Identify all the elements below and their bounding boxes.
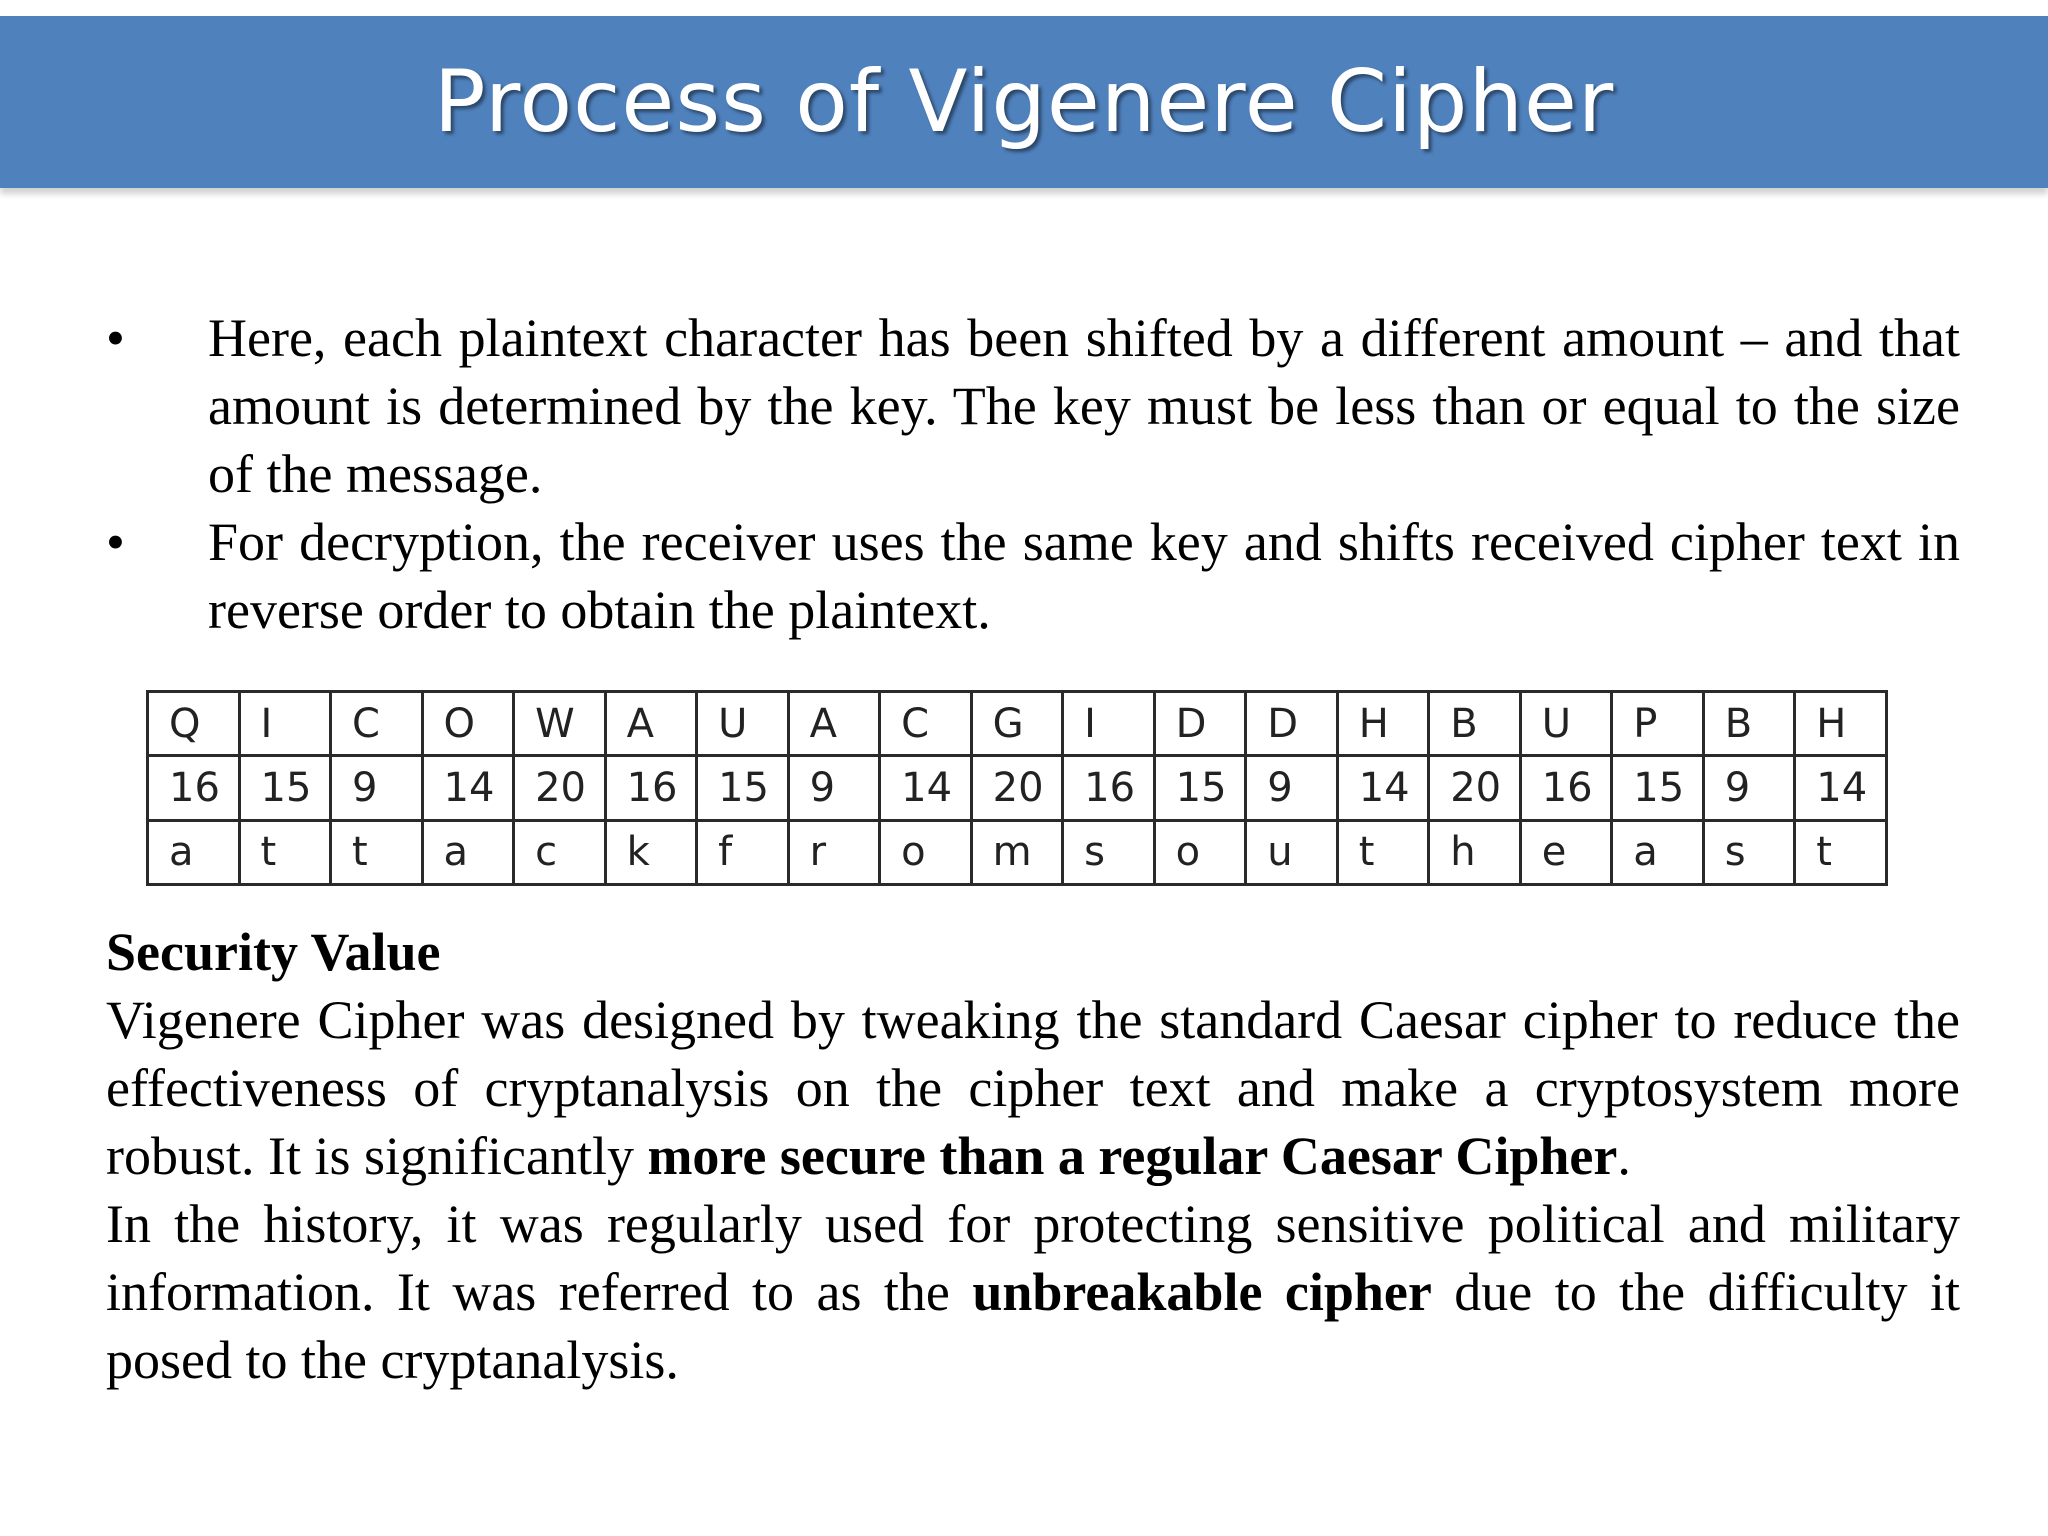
- shift-value-cell: 14: [1337, 756, 1429, 820]
- bullet-item: [106, 508, 1960, 644]
- security-p1-end: .: [1617, 1126, 1631, 1186]
- cipher-letter-cell: I: [1063, 692, 1155, 756]
- plain-letter-cell: f: [697, 820, 789, 884]
- shift-value-cell: 20: [971, 756, 1063, 820]
- plain-letter-cell: k: [605, 820, 697, 884]
- shift-value-cell: 15: [239, 756, 331, 820]
- plain-letter-cell: t: [1337, 820, 1429, 884]
- security-section: [106, 918, 1960, 1394]
- plain-letter-cell: m: [971, 820, 1063, 884]
- cipher-letter-cell: G: [971, 692, 1063, 756]
- shift-value-cell: 9: [1703, 756, 1795, 820]
- shift-value-cell: 20: [514, 756, 606, 820]
- shift-row: [148, 756, 1887, 820]
- shift-value-cell: 9: [788, 756, 880, 820]
- slide-title: Process of Vigenere Cipher: [433, 52, 1615, 152]
- plain-letter-cell: a: [1612, 820, 1704, 884]
- cipher-letter-cell: D: [1246, 692, 1338, 756]
- plain-letter-cell: t: [331, 820, 423, 884]
- cipher-letter-cell: U: [1520, 692, 1612, 756]
- bullet-text: Here, each plaintext character has been shifted by a different amount – and that amount is determined by the key. The key must be less than or equal to the size of the message.: [208, 308, 1960, 504]
- shift-value-cell: 15: [1154, 756, 1246, 820]
- cipher-table: [146, 690, 1888, 886]
- cipher-letter-cell: A: [605, 692, 697, 756]
- bullet-dot: •: [106, 512, 125, 572]
- cipher-letter-cell: C: [331, 692, 423, 756]
- security-p2-bold: unbreakable cipher: [972, 1262, 1432, 1322]
- cipher-letter-cell: H: [1795, 692, 1887, 756]
- bullet-list: [106, 304, 1960, 644]
- cipher-letter-cell: B: [1703, 692, 1795, 756]
- shift-value-cell: 20: [1429, 756, 1521, 820]
- shift-value-cell: 15: [697, 756, 789, 820]
- cipher-letter-cell: I: [239, 692, 331, 756]
- plain-letter-cell: r: [788, 820, 880, 884]
- plain-letter-cell: c: [514, 820, 606, 884]
- plain-letter-cell: t: [1795, 820, 1887, 884]
- cipher-letter-cell: P: [1612, 692, 1704, 756]
- security-heading: Security Value: [106, 922, 441, 982]
- plaintext-row: [148, 820, 1887, 884]
- plain-letter-cell: t: [239, 820, 331, 884]
- security-p2-start: In the history, it was regularly used for protecting sensitive political and military information. It was referred to as the: [106, 1194, 1960, 1322]
- plain-letter-cell: a: [148, 820, 240, 884]
- shift-value-cell: 14: [1795, 756, 1887, 820]
- bullet-dot: •: [106, 308, 125, 368]
- plain-letter-cell: o: [1154, 820, 1246, 884]
- shift-value-cell: 16: [148, 756, 240, 820]
- cipher-letter-cell: C: [880, 692, 972, 756]
- shift-value-cell: 9: [1246, 756, 1338, 820]
- cipher-letter-cell: W: [514, 692, 606, 756]
- cipher-letter-cell: A: [788, 692, 880, 756]
- cipher-letter-cell: Q: [148, 692, 240, 756]
- bullet-text: For decryption, the receiver uses the same key and shifts received cipher text in reverse order to obtain the plaintext.: [208, 512, 1960, 640]
- plain-letter-cell: s: [1063, 820, 1155, 884]
- ciphertext-row: [148, 692, 1887, 756]
- shift-value-cell: 15: [1612, 756, 1704, 820]
- shift-value-cell: 14: [422, 756, 514, 820]
- security-p1-bold: more secure than a regular Caesar Cipher: [647, 1126, 1618, 1186]
- plain-letter-cell: a: [422, 820, 514, 884]
- shift-value-cell: 16: [1063, 756, 1155, 820]
- plain-letter-cell: u: [1246, 820, 1338, 884]
- shift-value-cell: 14: [880, 756, 972, 820]
- cipher-letter-cell: D: [1154, 692, 1246, 756]
- plain-letter-cell: h: [1429, 820, 1521, 884]
- security-paragraph-1: [106, 986, 1960, 1190]
- bullet-item: [106, 304, 1960, 508]
- cipher-letter-cell: O: [422, 692, 514, 756]
- plain-letter-cell: s: [1703, 820, 1795, 884]
- title-bar: [0, 16, 2048, 188]
- cipher-letter-cell: H: [1337, 692, 1429, 756]
- cipher-letter-cell: B: [1429, 692, 1521, 756]
- cipher-letter-cell: U: [697, 692, 789, 756]
- shift-value-cell: 9: [331, 756, 423, 820]
- shift-value-cell: 16: [605, 756, 697, 820]
- shift-value-cell: 16: [1520, 756, 1612, 820]
- security-p2-end: due to the difficulty it posed to the cryptanalysis.: [106, 1262, 1960, 1390]
- security-paragraph-2: [106, 1190, 1960, 1394]
- security-p1-start: Vigenere Cipher was designed by tweaking the standard Caesar cipher to reduce the effectiveness of cryptanalysis on the cipher text and make a cryptosystem more robust. It is significantly: [106, 990, 1960, 1186]
- plain-letter-cell: e: [1520, 820, 1612, 884]
- plain-letter-cell: o: [880, 820, 972, 884]
